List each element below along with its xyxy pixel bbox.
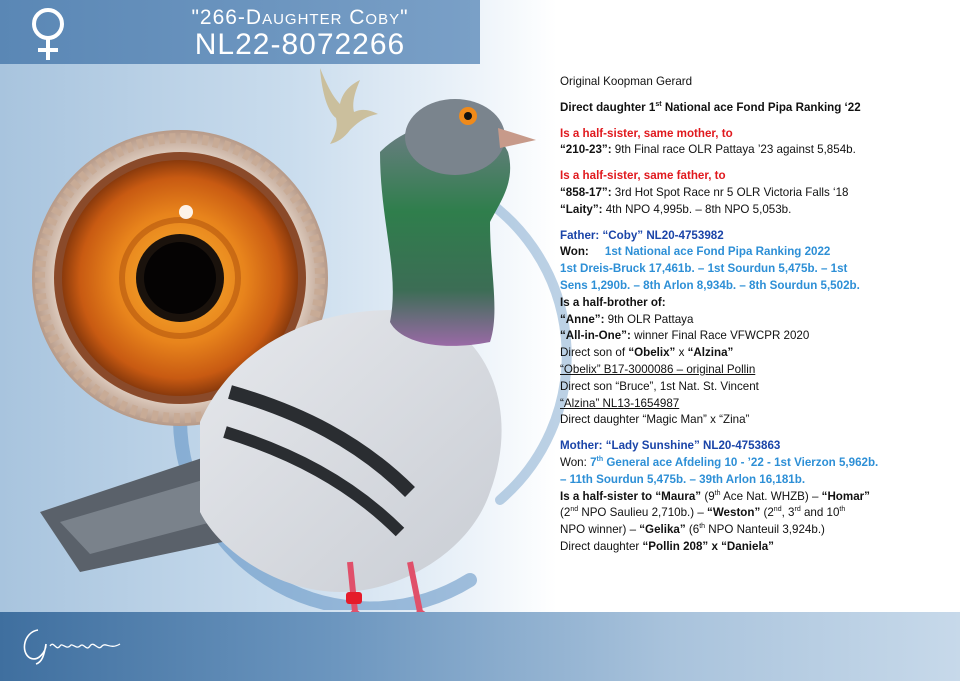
female-symbol-icon (22, 6, 74, 62)
father-heading: Father: “Coby” NL20-4753982 (560, 228, 724, 242)
half-sister-father-line-1: “858-17”: 3rd Hot Spot Race nr 5 OLR Victoria Falls ‘18 (560, 185, 849, 199)
origin-line: Original Koopman Gerard (560, 75, 693, 88)
mother-won-line-2: – 11th Sourdun 5,475b. – 39th Arlon 16,181b. (560, 472, 806, 486)
mother-won-line-1: Won: 7th General ace Afdeling 10 - ’22 - 1st Vierzon 5,962b. (560, 455, 879, 469)
koopman-signature-logo (16, 622, 126, 666)
half-sister-mother-line: “210-23”: 9th Final race OLR Pattaya ’23 against 5,854b. (560, 143, 856, 157)
anne-line: “Anne”: 9th OLR Pattaya (560, 312, 694, 326)
ring-number: NL22-8072266 (194, 28, 406, 61)
obelix-line: “Obelix” B17-3000086 – original Pollin (560, 362, 756, 376)
footer-band (0, 612, 960, 681)
bruce-line: Direct son “Bruce”, 1st Nat. St. Vincent (560, 379, 759, 393)
homar-weston-line: (2nd NPO Saulieu 2,710b.) – “Weston” (2nd, 3rd and 10th (560, 506, 846, 520)
pigeon-name: "266-Daughter Coby" (191, 6, 409, 29)
allinone-line: “All-in-One”: winner Final Race VFWCPR 2020 (560, 329, 810, 343)
gelika-line: NPO winner) – “Gelika” (6th NPO Nanteuil 3,924b.) (560, 523, 825, 537)
maura-line: Is a half-sister to “Maura” (9th Ace Nat. WHZB) – “Homar” (560, 489, 870, 503)
father-won-line-2: 1st Dreis-Bruck 17,461b. – 1st Sourdun 5,475b. – 1st (560, 262, 848, 276)
pigeon-photo (20, 92, 540, 652)
direct-daughter-line: Direct daughter 1st National ace Fond Pipa Ranking ‘22 (560, 100, 861, 114)
half-sister-mother-heading: Is a half-sister, same mother, to (560, 126, 733, 140)
pedigree-info (560, 74, 950, 556)
alzina-line: “Alzina” NL13-1654987 (560, 396, 680, 410)
header-banner (0, 0, 480, 64)
half-brother-heading: Is a half-brother of: (560, 295, 666, 309)
direct-son-line: Direct son of “Obelix” x “Alzina” (560, 346, 734, 360)
direct-daughter-pollin-line: Direct daughter “Pollin 208” x “Daniela” (560, 539, 774, 553)
half-sister-father-line-2: “Laity”: 4th NPO 4,995b. – 8th NPO 5,053b. (560, 202, 792, 216)
half-sister-father-heading: Is a half-sister, same father, to (560, 169, 726, 183)
father-won-line-3: Sens 1,290b. – 8th Arlon 8,934b. – 8th Sourdun 5,502b. (560, 278, 860, 292)
magic-man-line: Direct daughter “Magic Man” x “Zina” (560, 413, 750, 427)
mother-heading: Mother: “Lady Sunshine” NL20-4753863 (560, 439, 781, 453)
father-won-line-1: Won: 1st National ace Fond Pipa Ranking 2022 (560, 245, 831, 259)
